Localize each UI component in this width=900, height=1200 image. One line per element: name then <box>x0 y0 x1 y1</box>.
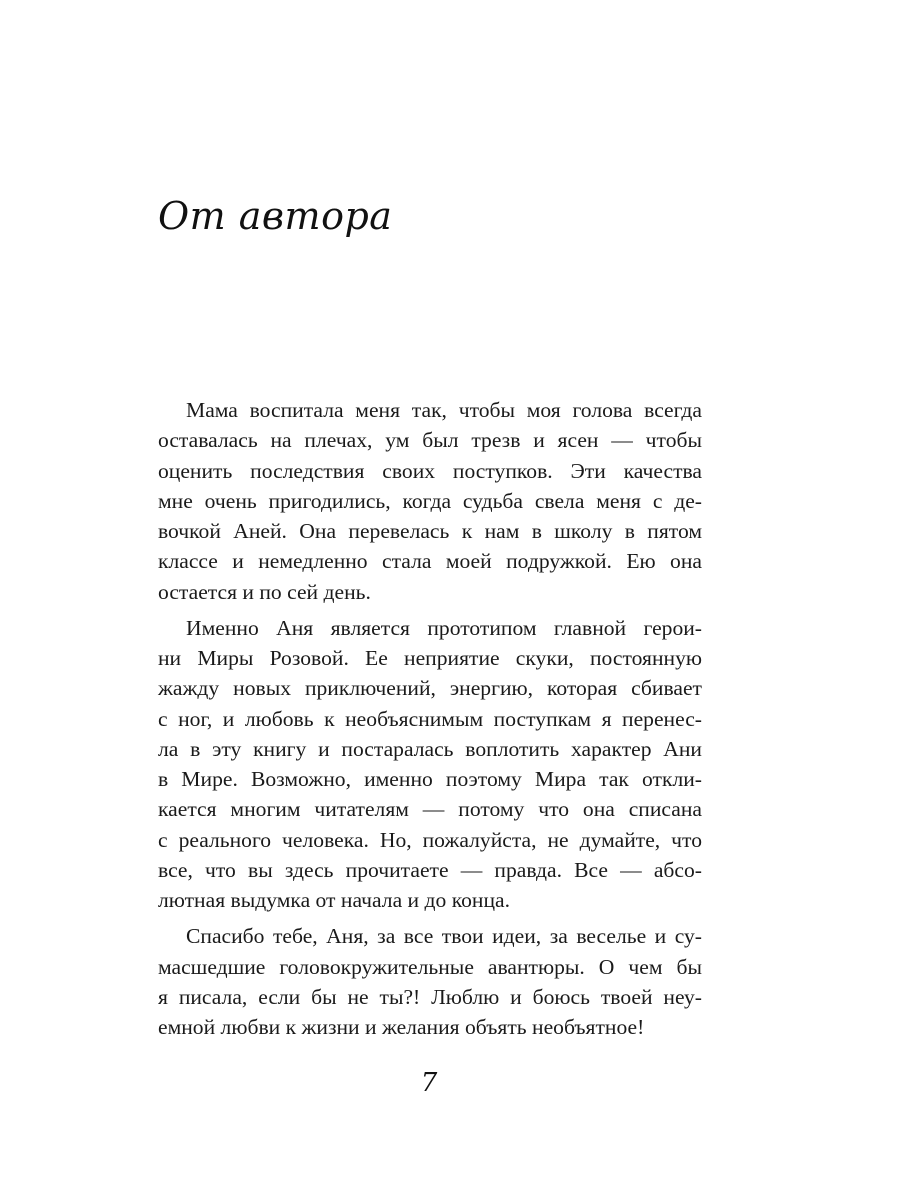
chapter-title: От автора <box>158 194 393 238</box>
text-line: масшедшие головокружительные авантюры. О чем бы <box>158 954 702 979</box>
text-line: жажду новых приключений, энергию, которая сбивает <box>158 676 702 701</box>
text-line: вочкой Аней. Она перевелась к нам в школу в пятом <box>158 519 702 543</box>
paragraph-1 <box>158 395 702 607</box>
text-line: классе и немедленно стала моей подружкой. Ею она <box>158 549 702 574</box>
paragraph-2 <box>158 613 702 916</box>
text-line: Мама воспитала меня так, чтобы моя голова всегда <box>186 398 702 422</box>
text-line: остается и по сей день. <box>158 579 371 604</box>
text-line: я писала, если бы не ты?! Люблю и боюсь твоей неу- <box>158 984 702 1009</box>
text-line: с реального человека. Но, пожалуйста, не думайте, что <box>158 827 702 852</box>
text-line: с ног, и любовь к необъяснимым поступкам я перенес- <box>158 706 702 731</box>
text-line: в Мире. Возможно, именно поэтому Мира так откли- <box>158 767 702 791</box>
text-line: ла в эту книгу и постаралась воплотить характер Ани <box>158 736 702 761</box>
text-line: оставалась на плечах, ум был трезв и ясен — чтобы <box>158 428 702 453</box>
text-line: емной любви к жизни и желания объять необъятное! <box>158 1015 645 1039</box>
text-line: мне очень пригодились, когда судьба свела меня с де- <box>158 488 702 513</box>
text-line: кается многим читателям — потому что она списана <box>158 797 702 822</box>
text-line: лютная выдумка от начала и до конца. <box>158 888 510 912</box>
body-text <box>158 395 702 1048</box>
text-line: Именно Аня является прототипом главной герои- <box>186 615 702 640</box>
paragraph-3 <box>158 921 702 1042</box>
text-line: Спасибо тебе, Аня, за все твои идеи, за веселье и су- <box>186 924 702 949</box>
page-number: 7 <box>420 1068 438 1098</box>
text-line: все, что вы здесь прочитаете — правда. Все — абсо- <box>158 857 702 882</box>
text-line: ни Миры Розовой. Ее неприятие скуки, постоянную <box>158 646 702 670</box>
text-line: оценить последствия своих поступков. Эти качества <box>158 458 702 483</box>
